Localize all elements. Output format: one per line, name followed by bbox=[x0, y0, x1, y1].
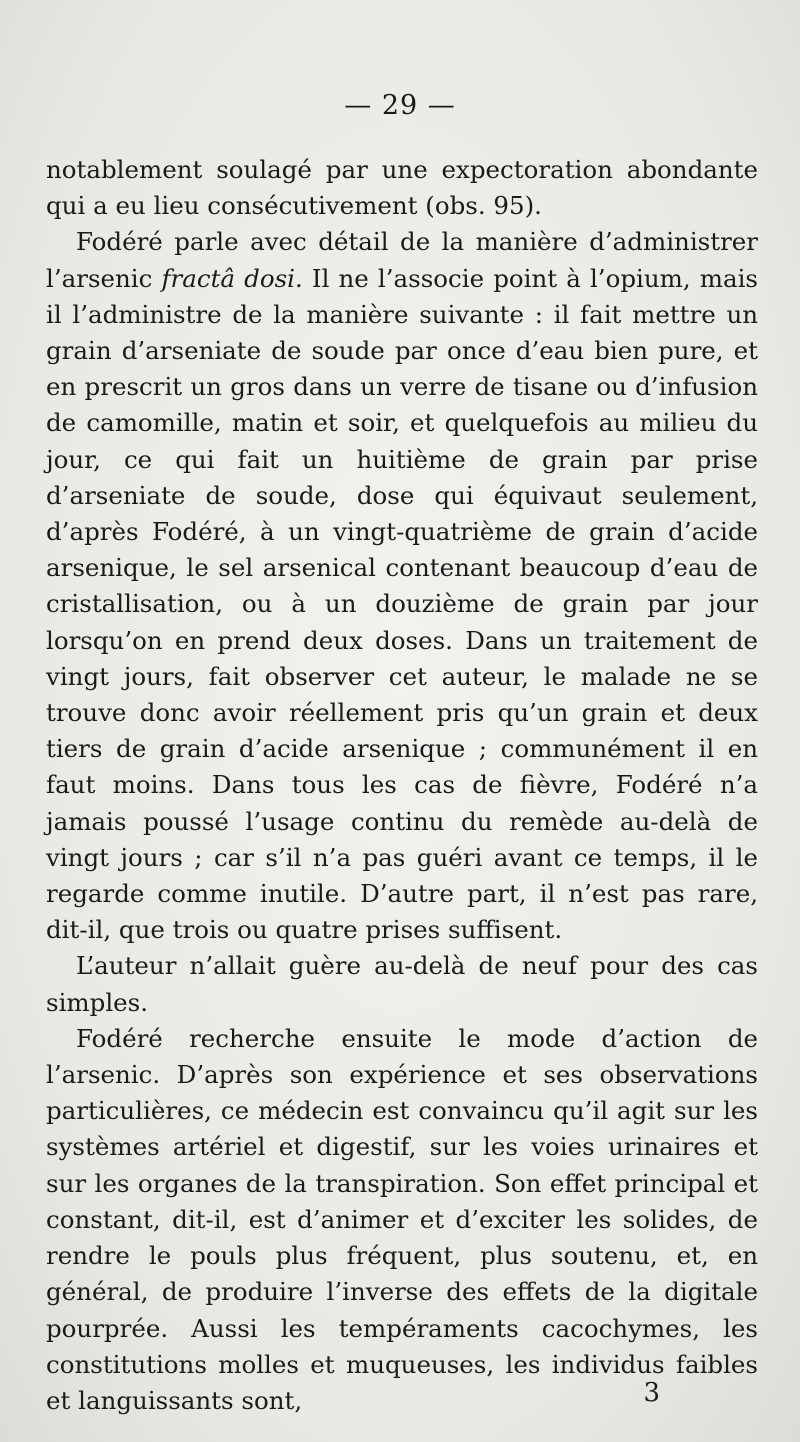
paragraph-3-text: L’auteur n’allait guère au-delà de neuf pour des cas simples. bbox=[46, 951, 758, 1017]
paragraph-4 bbox=[46, 1021, 758, 1419]
signature-mark: 3 bbox=[643, 1378, 660, 1408]
paragraph-2-text-a: Fodéré parle avec détail de la manière d’administrer l’arsenic bbox=[46, 227, 758, 293]
body-text bbox=[46, 152, 758, 1419]
paragraph-2-italic-phrase: fractâ dosi. bbox=[161, 263, 303, 293]
paragraph-1 bbox=[46, 152, 758, 224]
paragraph-2-text-b: Il ne l’associe point à l’opium, mais il l’administre de la manière suivante : il fait mettre un grain d’arseniate de soude par once d’eau bien pure, et en prescrit un gros dans un verre de tisane ou d’infusion de camomille, matin et soir, et quelquefois au milieu du jour, ce qui fait un huitième de grain par prise d’arseniate de soude, dose qui équivaut seulement, d’après Fodéré, à un vingt-quatrième de grain d’acide arsenique, le sel arsenical contenant beaucoup d’eau de cristallisation, ou à un douzième de grain par jour lorsqu’on en prend deux doses. Dans un traitement de vingt jours, fait observer cet auteur, le malade ne se trouve donc avoir réellement pris qu’un grain et deux tiers de grain d’acide arsenique ; communément il en faut moins. Dans tous les cas de fièvre, Fodéré n’a jamais poussé l’usage continu du remède au-delà de vingt jours ; car s’il n’a pas guéri avant ce temps, il le regarde comme inutile. D’autre part, il n’est pas rare, dit-il, que trois ou quatre prises suffisent. bbox=[46, 263, 758, 945]
paragraph-4-text: Fodéré recherche ensuite le mode d’action de l’arsenic. D’après son expérience et ses observations particulières, ce médecin est convaincu qu’il agit sur les systèmes artériel et digestif, sur les voies urinaires et sur les organes de la transpiration. Son effet principal et constant, dit-il, est d’animer et d’exciter les solides, de rendre le pouls plus fréquent, plus soutenu, et, en général, de produire l’inverse des effets de la digitale pourprée. Aussi les tempéraments cacochymes, les constitutions molles et muqueuses, les individus faibles et languissants sont, bbox=[46, 1023, 758, 1415]
running-head-page-number: — 29 — bbox=[344, 90, 456, 121]
paragraph-3 bbox=[46, 948, 758, 1020]
paragraph-1-text: notablement soulagé par une expectoration abondante qui a eu lieu consécutivement (obs. 95). bbox=[46, 155, 758, 221]
paragraph-2 bbox=[46, 224, 758, 948]
